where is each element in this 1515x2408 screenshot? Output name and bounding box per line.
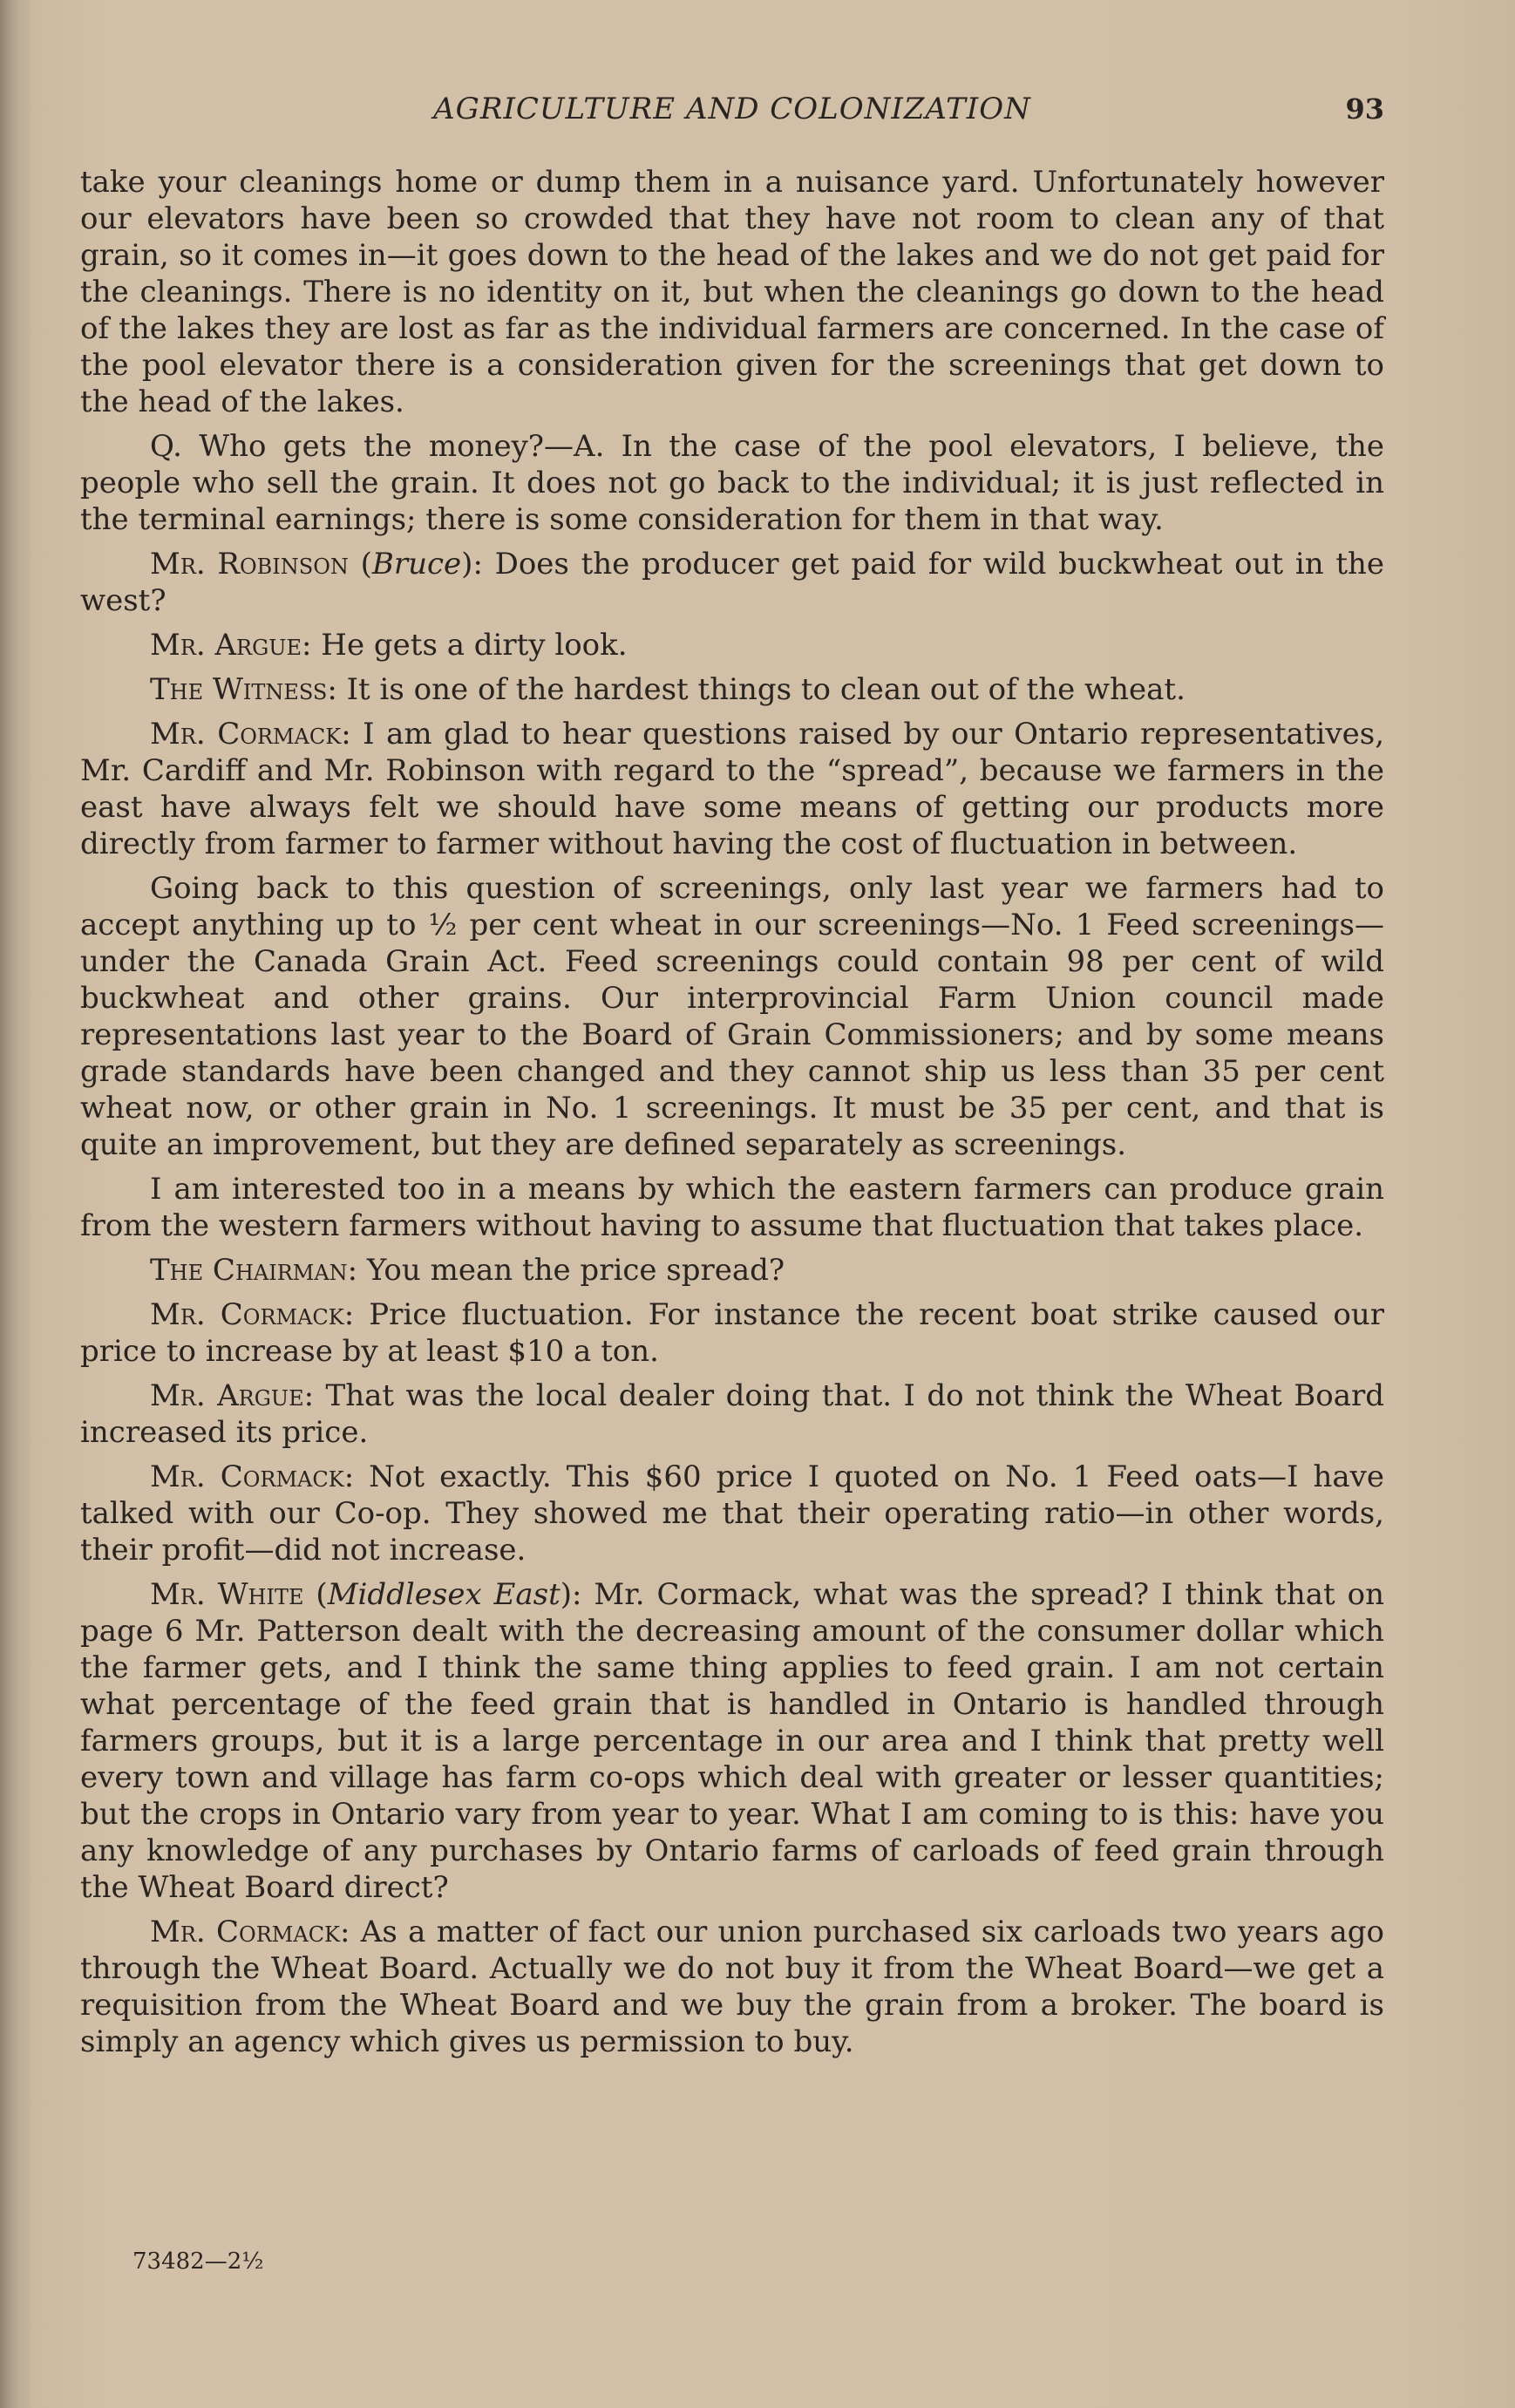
speaker-name: Mr. Robinson xyxy=(150,547,349,582)
speaker-name: The Witness xyxy=(150,672,328,707)
speaker-name: Mr. Cormack xyxy=(150,1915,340,1949)
paragraph xyxy=(80,1459,1384,1568)
paragraph xyxy=(80,1296,1384,1370)
running-title: AGRICULTURE AND COLONIZATION xyxy=(433,92,1031,126)
speaker-constituency: Middlesex East xyxy=(327,1577,560,1612)
paragraph-text: : You mean the price spread? xyxy=(347,1253,785,1288)
paragraph-text: : That was the local dealer doing that. I do not think the Wheat Board increased its price. xyxy=(80,1378,1384,1450)
speaker-name: Mr. Argue xyxy=(150,628,302,663)
paragraph xyxy=(80,1252,1384,1289)
paragraph xyxy=(80,428,1384,538)
paragraph: Mr. Robinson (Bruce): Does the producer get paid for wild buckwheat out in the west? xyxy=(80,547,1385,618)
paragraph xyxy=(80,164,1384,420)
paragraph-text: : Mr. Cormack, what was the spread? I think that on page 6 Mr. Patterson dealt with the decreasing amount of the consumer dollar which the farmer gets, and I think the same thing applies to feed grain. I am not certain what percentage of the feed grain that is handled in Ontario is handled through farmers groups, but it is a large percentage in our area and I think that pretty well every town and village has farm co-ops which deal with greater or lesser quantities; but the crops in Ontario vary from year to year. What I am coming to is this: have you any knowledge of any purchases by Ontario farms of carloads of feed grain through the Wheat Board direct? xyxy=(80,1577,1384,1905)
paragraph-text: : Not exactly. This $60 price I quoted on No. 1 Feed oats—I have talked with our Co-op. They showed me that their operating ratio—in other words, their profit—did not increase. xyxy=(80,1459,1384,1568)
paragraph-text: Q. Who gets the money?—A. In the case of the pool elevators, I believe, the people who sell the grain. It does not go back to the individual; it is just reflected in the terminal earnings; there is some consideration for them in that way. xyxy=(80,429,1384,537)
paragraph-text: : I am glad to hear questions raised by our Ontario representatives, Mr. Cardiff and Mr. Robinson with regard to the “spread”, because we farmers in the east have always felt we should have some means of getting our products more directly from farmer to farmer without having the cost of fluctuation in between. xyxy=(80,717,1384,861)
paragraph-text: : He gets a dirty look. xyxy=(302,628,628,663)
paragraph: Mr. White (Middlesex East): Mr. Cormack, what was the spread? I think that on page 6 Mr. Patterson dealt with the decreasing amount of the consumer dollar which the farmer gets, and I think the same thing applies to feed grain. I am not certain what percentage of the feed grain that is handled in Ontario is handled through farmers groups, but it is a large percentage in our area and I think that pretty well every town and village has farm co-ops which deal with greater or lesser quantities; but the crops in Ontario vary from year to year. What I am coming to is this: have you any knowledge of any purchases by Ontario farms of carloads of feed grain through the Wheat Board direct? xyxy=(80,1577,1384,1905)
paragraph-text: : Does the producer get paid for wild buckwheat out in the west? xyxy=(80,547,1385,618)
paragraph xyxy=(80,1914,1384,2060)
paragraph-text: I am interested too in a means by which the eastern farmers can produce grain from the western farmers without having to assume that fluctuation that takes place. xyxy=(80,1172,1384,1243)
speaker-name: The Chairman xyxy=(150,1253,348,1288)
book-binding-edge xyxy=(0,0,30,2408)
paragraph xyxy=(80,716,1384,862)
paragraph xyxy=(80,1377,1384,1451)
speaker-constituency: Bruce xyxy=(371,547,462,582)
speaker-name: Mr. Cormack xyxy=(150,1297,344,1332)
page-number: 93 xyxy=(1345,92,1384,126)
paragraph-text: take your cleanings home or dump them in a nuisance yard. Unfortunately however our elevators have been so crowded that they have not room to clean any of that grain, so it comes in—it goes down to the head of the lakes and we do not get paid for the cleanings. There is no identity on it, but when the cleanings go down to the head of the lakes they are lost as far as the individual farmers are concerned. In the case of the pool elevator there is a consideration given for the screenings that get down to the head of the lakes. xyxy=(80,165,1384,419)
paragraph-text: Going back to this question of screenings, only last year we farmers had to accept anything up to ½ per cent wheat in our screenings—No. 1 Feed screenings—under the Canada Grain Act. Feed screenings could contain 98 per cent of wild buckwheat and other grains. Our interprovincial Farm Union council made representations last year to the Board of Grain Commissioners; and by some means grade standards have been changed and they cannot ship us less than 35 per cent wheat now, or other grain in No. 1 screenings. It must be 35 per cent, and that is quite an improvement, but they are defined separately as screenings. xyxy=(80,871,1384,1162)
printer-code: 73482—2½ xyxy=(132,2248,264,2275)
paragraph xyxy=(80,671,1384,708)
speaker-name: Mr. Cormack xyxy=(150,1459,344,1494)
speaker-name: Mr. White xyxy=(150,1577,304,1612)
paragraph-text: : As a matter of fact our union purchased six carloads two years ago through the Wheat Board. Actually we do not buy it from the Wheat Board—we get a requisition from the Wheat Board and we buy the grain from a broker. The board is simply an agency which gives us permission to buy. xyxy=(80,1915,1384,2059)
paragraph xyxy=(80,627,1384,663)
body-text xyxy=(80,164,1384,2068)
paragraph-text: : It is one of the hardest things to clean out of the wheat. xyxy=(327,672,1186,707)
page-header xyxy=(80,87,1384,131)
paragraph xyxy=(80,870,1384,1163)
speaker-name: Mr. Cormack xyxy=(150,717,342,752)
paragraph xyxy=(80,1171,1384,1244)
speaker-name: Mr. Argue xyxy=(150,1378,304,1413)
paragraph-text: : Price fluctuation. For instance the recent boat strike caused our price to increase by at least $10 a ton. xyxy=(80,1297,1384,1369)
